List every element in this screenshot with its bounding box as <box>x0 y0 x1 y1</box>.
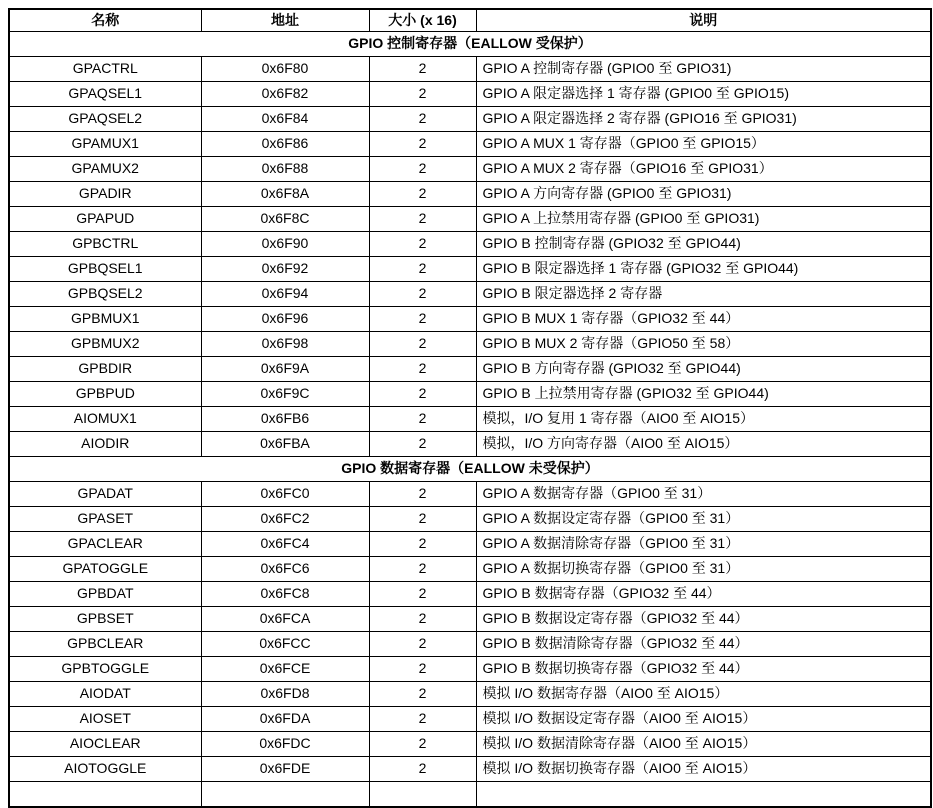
register-address: 0x6FCE <box>201 657 369 682</box>
register-address: 0x6FDA <box>201 707 369 732</box>
register-name: GPBDAT <box>9 582 201 607</box>
register-description: GPIO A 数据寄存器（GPIO0 至 31） <box>476 482 931 507</box>
register-name: GPAPUD <box>9 207 201 232</box>
register-size: 2 <box>369 757 476 782</box>
register-address: 0x6FCC <box>201 632 369 657</box>
register-row <box>9 107 931 132</box>
register-name: GPAMUX2 <box>9 157 201 182</box>
register-size: 2 <box>369 682 476 707</box>
register-address: 0x6F82 <box>201 82 369 107</box>
register-row <box>9 57 931 82</box>
register-description: GPIO A 上拉禁用寄存器 (GPIO0 至 GPIO31) <box>476 207 931 232</box>
register-name: GPAQSEL1 <box>9 82 201 107</box>
register-address: 0x6F8C <box>201 207 369 232</box>
register-description: GPIO B 上拉禁用寄存器 (GPIO32 至 GPIO44) <box>476 382 931 407</box>
clipped-next-row <box>9 782 931 808</box>
register-name: AIOMUX1 <box>9 407 201 432</box>
register-description: 模拟 I/O 数据切换寄存器（AIO0 至 AIO15） <box>476 757 931 782</box>
register-row <box>9 407 931 432</box>
register-address: 0x6F9A <box>201 357 369 382</box>
section-title: GPIO 控制寄存器（EALLOW 受保护） <box>9 32 931 57</box>
register-size: 2 <box>369 707 476 732</box>
register-name: GPATOGGLE <box>9 557 201 582</box>
register-description: GPIO A 控制寄存器 (GPIO0 至 GPIO31) <box>476 57 931 82</box>
register-address: 0x6F9C <box>201 382 369 407</box>
register-address: 0x6FC6 <box>201 557 369 582</box>
register-row <box>9 282 931 307</box>
register-row <box>9 132 931 157</box>
register-description: 模拟，I/O 方向寄存器（AIO0 至 AIO15） <box>476 432 931 457</box>
register-row <box>9 332 931 357</box>
clipped-cell <box>369 782 476 808</box>
register-description: GPIO A MUX 2 寄存器（GPIO16 至 GPIO31） <box>476 157 931 182</box>
register-row <box>9 357 931 382</box>
register-row <box>9 557 931 582</box>
register-row <box>9 707 931 732</box>
register-size: 2 <box>369 282 476 307</box>
register-row <box>9 607 931 632</box>
register-description: GPIO B 数据切换寄存器（GPIO32 至 44） <box>476 657 931 682</box>
register-name: GPAMUX1 <box>9 132 201 157</box>
table-body <box>9 32 931 808</box>
register-address: 0x6FDE <box>201 757 369 782</box>
register-size: 2 <box>369 582 476 607</box>
register-address: 0x6F98 <box>201 332 369 357</box>
register-description: GPIO B 数据寄存器（GPIO32 至 44） <box>476 582 931 607</box>
register-address: 0x6F90 <box>201 232 369 257</box>
register-row <box>9 682 931 707</box>
register-address: 0x6FD8 <box>201 682 369 707</box>
register-name: GPBMUX1 <box>9 307 201 332</box>
register-address: 0x6F84 <box>201 107 369 132</box>
register-size: 2 <box>369 407 476 432</box>
register-description: 模拟 I/O 数据寄存器（AIO0 至 AIO15） <box>476 682 931 707</box>
column-header-size: 大小 (x 16) <box>369 9 476 32</box>
register-name: GPADAT <box>9 482 201 507</box>
register-row <box>9 657 931 682</box>
register-row <box>9 582 931 607</box>
register-size: 2 <box>369 382 476 407</box>
register-name: AIOSET <box>9 707 201 732</box>
register-size: 2 <box>369 357 476 382</box>
register-name: GPAQSEL2 <box>9 107 201 132</box>
register-name: AIODIR <box>9 432 201 457</box>
register-row <box>9 432 931 457</box>
register-row <box>9 232 931 257</box>
register-description: GPIO A 数据切换寄存器（GPIO0 至 31） <box>476 557 931 582</box>
register-name: GPBSET <box>9 607 201 632</box>
register-description: GPIO B 方向寄存器 (GPIO32 至 GPIO44) <box>476 357 931 382</box>
column-header-name: 名称 <box>9 9 201 32</box>
register-address: 0x6FC0 <box>201 482 369 507</box>
register-row <box>9 532 931 557</box>
register-size: 2 <box>369 157 476 182</box>
register-row <box>9 157 931 182</box>
register-row <box>9 482 931 507</box>
clipped-cell <box>201 782 369 808</box>
register-name: GPASET <box>9 507 201 532</box>
register-description: GPIO B 数据设定寄存器（GPIO32 至 44） <box>476 607 931 632</box>
clipped-cell <box>9 782 201 808</box>
register-size: 2 <box>369 57 476 82</box>
register-name: GPBCTRL <box>9 232 201 257</box>
register-description: GPIO A 限定器选择 1 寄存器 (GPIO0 至 GPIO15) <box>476 82 931 107</box>
register-description: GPIO A MUX 1 寄存器（GPIO0 至 GPIO15） <box>476 132 931 157</box>
register-description: 模拟 I/O 数据清除寄存器（AIO0 至 AIO15） <box>476 732 931 757</box>
register-description: GPIO B 限定器选择 1 寄存器 (GPIO32 至 GPIO44) <box>476 257 931 282</box>
register-size: 2 <box>369 232 476 257</box>
register-size: 2 <box>369 82 476 107</box>
register-description: GPIO A 限定器选择 2 寄存器 (GPIO16 至 GPIO31) <box>476 107 931 132</box>
register-row <box>9 757 931 782</box>
register-address: 0x6FCA <box>201 607 369 632</box>
register-address: 0x6F96 <box>201 307 369 332</box>
register-size: 2 <box>369 332 476 357</box>
register-size: 2 <box>369 207 476 232</box>
register-description: GPIO B MUX 2 寄存器（GPIO50 至 58） <box>476 332 931 357</box>
register-name: GPADIR <box>9 182 201 207</box>
register-name: GPBQSEL1 <box>9 257 201 282</box>
section-title: GPIO 数据寄存器（EALLOW 未受保护） <box>9 457 931 482</box>
register-size: 2 <box>369 432 476 457</box>
register-size: 2 <box>369 607 476 632</box>
register-row <box>9 257 931 282</box>
register-size: 2 <box>369 532 476 557</box>
register-row <box>9 732 931 757</box>
register-size: 2 <box>369 257 476 282</box>
register-address: 0x6F88 <box>201 157 369 182</box>
register-address: 0x6F8A <box>201 182 369 207</box>
register-address: 0x6FC2 <box>201 507 369 532</box>
register-row <box>9 632 931 657</box>
register-size: 2 <box>369 182 476 207</box>
register-size: 2 <box>369 307 476 332</box>
register-row <box>9 207 931 232</box>
register-size: 2 <box>369 107 476 132</box>
register-description: GPIO A 方向寄存器 (GPIO0 至 GPIO31) <box>476 182 931 207</box>
section-header-row <box>9 457 931 482</box>
register-size: 2 <box>369 732 476 757</box>
register-description: GPIO B 限定器选择 2 寄存器 <box>476 282 931 307</box>
register-row <box>9 382 931 407</box>
register-description: GPIO A 数据设定寄存器（GPIO0 至 31） <box>476 507 931 532</box>
section-header-row <box>9 32 931 57</box>
register-size: 2 <box>369 632 476 657</box>
clipped-cell <box>476 782 931 808</box>
register-address: 0x6FDC <box>201 732 369 757</box>
register-name: AIOCLEAR <box>9 732 201 757</box>
gpio-register-map-table <box>8 8 932 808</box>
register-size: 2 <box>369 132 476 157</box>
register-description: GPIO B 数据清除寄存器（GPIO32 至 44） <box>476 632 931 657</box>
register-description: GPIO B MUX 1 寄存器（GPIO32 至 44） <box>476 307 931 332</box>
register-description: GPIO B 控制寄存器 (GPIO32 至 GPIO44) <box>476 232 931 257</box>
register-name: GPBTOGGLE <box>9 657 201 682</box>
register-name: GPBDIR <box>9 357 201 382</box>
register-size: 2 <box>369 557 476 582</box>
register-row <box>9 182 931 207</box>
register-name: GPACTRL <box>9 57 201 82</box>
register-name: AIOTOGGLE <box>9 757 201 782</box>
register-size: 2 <box>369 507 476 532</box>
register-size: 2 <box>369 482 476 507</box>
register-address: 0x6F92 <box>201 257 369 282</box>
column-header-address: 地址 <box>201 9 369 32</box>
register-row <box>9 307 931 332</box>
register-name: GPACLEAR <box>9 532 201 557</box>
register-row <box>9 82 931 107</box>
register-address: 0x6F86 <box>201 132 369 157</box>
register-name: GPBCLEAR <box>9 632 201 657</box>
register-name: GPBPUD <box>9 382 201 407</box>
column-header-description: 说明 <box>476 9 931 32</box>
register-description: GPIO A 数据清除寄存器（GPIO0 至 31） <box>476 532 931 557</box>
register-name: GPBMUX2 <box>9 332 201 357</box>
register-row <box>9 507 931 532</box>
register-address: 0x6FB6 <box>201 407 369 432</box>
register-address: 0x6FC4 <box>201 532 369 557</box>
column-header-row <box>9 9 931 32</box>
register-address: 0x6F94 <box>201 282 369 307</box>
register-description: 模拟，I/O 复用 1 寄存器（AIO0 至 AIO15） <box>476 407 931 432</box>
register-description: 模拟 I/O 数据设定寄存器（AIO0 至 AIO15） <box>476 707 931 732</box>
register-address: 0x6FC8 <box>201 582 369 607</box>
register-name: GPBQSEL2 <box>9 282 201 307</box>
register-address: 0x6F80 <box>201 57 369 82</box>
register-address: 0x6FBA <box>201 432 369 457</box>
register-size: 2 <box>369 657 476 682</box>
register-name: AIODAT <box>9 682 201 707</box>
